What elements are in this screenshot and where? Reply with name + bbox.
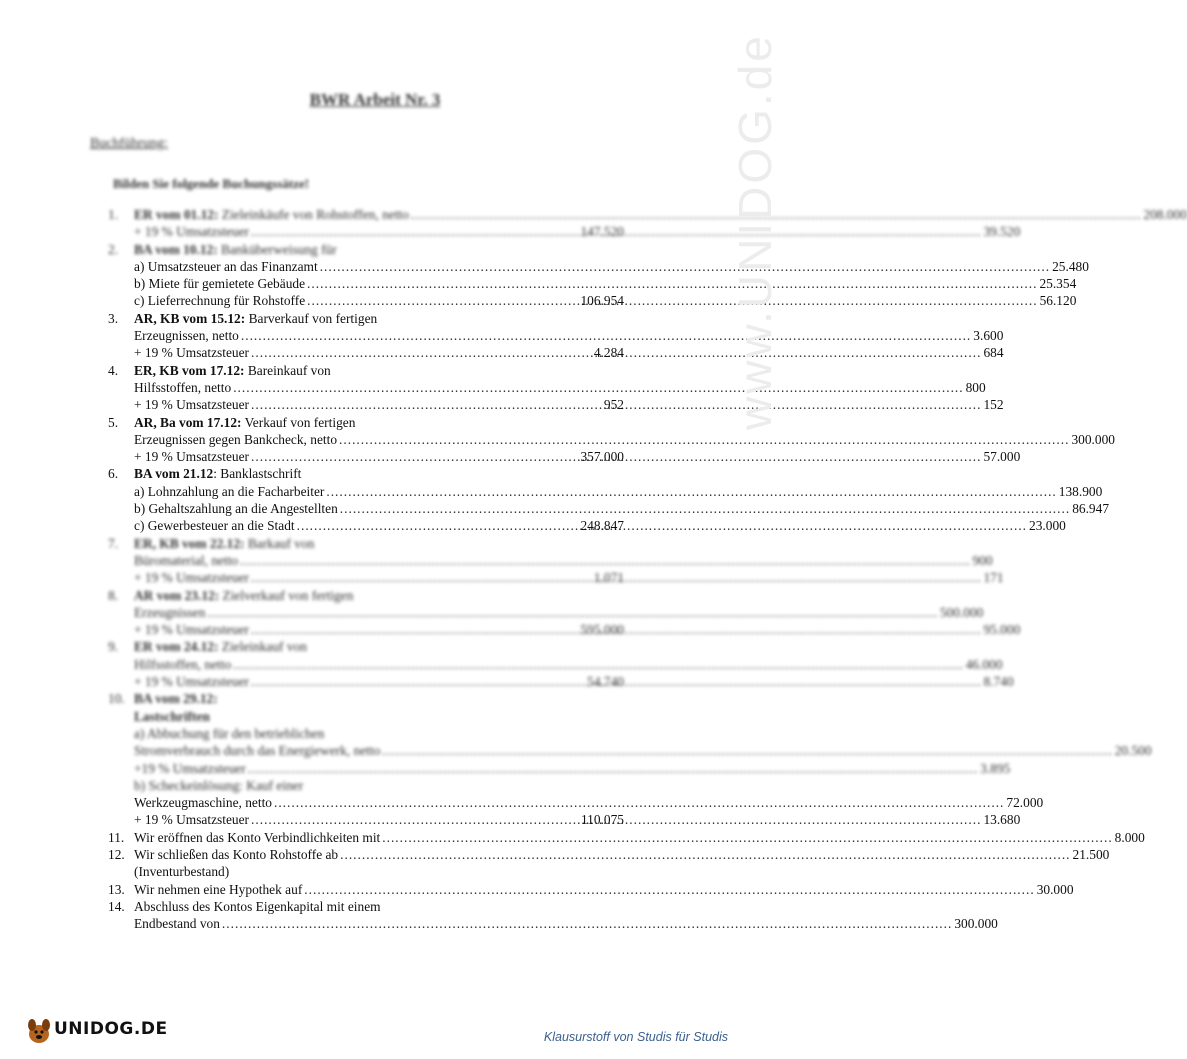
entry-description: a) Umsatzsteuer an das Finanzamt xyxy=(134,258,318,274)
entry-label xyxy=(134,396,249,413)
entry-description: Barkauf von xyxy=(244,535,315,551)
entry-amount: 500.000 xyxy=(939,604,984,620)
entry-description: a) Abbuchung für den betrieblichen xyxy=(134,725,325,741)
entry-text xyxy=(134,587,535,604)
entry-description: Erzeugnissen, netto xyxy=(134,328,239,344)
entry-text xyxy=(134,915,998,932)
entry-text xyxy=(134,881,1074,898)
entry-amount: 86.947 xyxy=(1072,501,1110,517)
entry-row xyxy=(0,777,750,794)
entry-bold-label: AR, Ba vom 17.12: xyxy=(134,414,242,430)
entry-amount: 208.000 xyxy=(1143,207,1187,222)
entry-amount: 57.000 xyxy=(983,449,1021,465)
entry-bold-label: BA vom 29.12: xyxy=(134,691,218,707)
entry-number: 14. xyxy=(108,898,125,914)
entry-amount: 3.600 xyxy=(973,328,1004,344)
entry-amount: 30.000 xyxy=(1036,881,1074,897)
entry-description: Abschluss des Kontos Eigenkapital mit einem xyxy=(134,898,381,914)
entry-text xyxy=(134,206,1187,223)
entry-total: 248.847 xyxy=(580,518,624,534)
entry-total: 1.071 xyxy=(593,570,624,586)
entry-description: Banküberweisung für xyxy=(217,241,337,257)
entry-label xyxy=(134,414,355,431)
entry-amount: 8.740 xyxy=(983,674,1014,690)
entry-row xyxy=(0,483,1103,500)
entry-row xyxy=(0,742,1152,759)
entry-text xyxy=(134,725,535,742)
entry-label xyxy=(134,465,301,482)
entry-text xyxy=(134,656,1003,673)
entry-bold-label: AR vom 23.12: xyxy=(134,587,220,603)
entry-row xyxy=(0,362,750,379)
leader-dots xyxy=(339,431,1069,448)
entry-label xyxy=(134,292,305,309)
entry-text xyxy=(134,379,986,396)
entry-description: Barverkauf von fertigen xyxy=(245,310,378,326)
leader-dots xyxy=(307,275,1037,292)
entry-number: 10. xyxy=(108,691,125,707)
entry-row xyxy=(0,223,1021,240)
entry-text xyxy=(134,604,984,621)
entry-row xyxy=(0,587,750,604)
entry-description: c) Lieferrechnung für Rohstoffe xyxy=(134,293,306,309)
entry-row xyxy=(0,310,750,327)
entry-row xyxy=(0,621,1021,638)
entry-bold-label: AR, KB vom 15.12: xyxy=(134,310,246,326)
entry-row xyxy=(0,517,1066,534)
entry-number: 2. xyxy=(108,241,119,257)
entry-total: 54.740 xyxy=(587,674,624,690)
leader-dots xyxy=(320,258,1050,275)
leader-dots xyxy=(304,881,1034,898)
entry-label xyxy=(134,587,353,604)
entry-row xyxy=(0,760,1011,777)
entry-total: 147.520 xyxy=(580,224,624,240)
entry-text xyxy=(134,846,1110,863)
leader-dots xyxy=(240,552,970,569)
entry-number: 13. xyxy=(108,881,125,897)
entry-amount: 72.000 xyxy=(1006,795,1044,811)
entry-label xyxy=(134,656,231,673)
entry-description: b) Miete für gemietete Gebäude xyxy=(134,276,306,292)
entry-row xyxy=(0,725,750,742)
section-heading: Buchführung: xyxy=(90,136,168,151)
entry-text xyxy=(134,898,535,915)
entry-label xyxy=(134,811,249,828)
entry-number: 6. xyxy=(108,466,119,482)
entry-amount: 3.895 xyxy=(980,760,1011,776)
entry-description: Werkzeugmaschine, netto xyxy=(134,795,272,811)
entry-description: b) Scheckeinlösung: Kauf einer xyxy=(134,777,304,793)
entry-row xyxy=(0,535,750,552)
entry-label xyxy=(134,915,220,932)
dog-mascot-icon xyxy=(24,1016,54,1046)
leader-dots xyxy=(382,742,1112,759)
entry-row xyxy=(0,656,1003,673)
entry-text xyxy=(134,742,1152,759)
entry-description: + 19 % Umsatzsteuer xyxy=(134,345,250,361)
entry-row xyxy=(0,465,750,482)
entry-total: 595.000 xyxy=(580,622,624,638)
entry-description: Hilfsstoffen, netto xyxy=(134,656,232,672)
entry-label xyxy=(134,206,409,223)
entry-description: : Banklastschrift xyxy=(213,466,302,482)
entry-row xyxy=(0,344,1004,361)
entry-description: Erzeugnissen xyxy=(134,604,206,620)
entry-text xyxy=(134,414,535,431)
entry-amount: 25.354 xyxy=(1039,276,1077,292)
entry-description: Erzeugnissen gegen Bankcheck, netto xyxy=(134,431,338,447)
entry-label xyxy=(134,500,338,517)
entry-bold-label: ER vom 01.12: xyxy=(134,207,219,222)
entry-amount: 20.500 xyxy=(1114,743,1152,759)
entry-bold-label: ER, KB vom 22.12: xyxy=(134,535,245,551)
entry-label xyxy=(134,829,380,846)
entry-label xyxy=(134,258,318,275)
entry-total: 357.000 xyxy=(580,449,624,465)
entry-description: Zielverkauf von fertigen xyxy=(219,587,354,603)
entry-row xyxy=(0,846,1110,863)
leader-dots xyxy=(340,500,1070,517)
footer-tagline: Klausurstoff von Studis für Studis xyxy=(543,1030,728,1044)
entry-description: Bareinkauf von xyxy=(244,362,331,378)
entry-text xyxy=(134,362,535,379)
entry-description: Wir nehmen eine Hypothek auf xyxy=(134,881,303,897)
entry-amount: 8.000 xyxy=(1114,829,1145,845)
unidog-logo[interactable] xyxy=(22,1012,168,1050)
entry-text xyxy=(134,431,1115,448)
entry-text xyxy=(134,483,1103,500)
entry-amount: 138.900 xyxy=(1058,483,1103,499)
entry-total: 4.284 xyxy=(593,345,624,361)
entry-row xyxy=(0,206,1187,223)
entry-label xyxy=(134,448,249,465)
entry-total: 110.075 xyxy=(580,812,624,828)
entry-amount: 13.680 xyxy=(983,812,1021,828)
entry-text xyxy=(134,552,993,569)
entry-text xyxy=(134,327,1004,344)
entry-row xyxy=(0,569,1004,586)
entry-row xyxy=(0,708,750,725)
entry-description: (Inventurbestand) xyxy=(134,864,230,880)
logo-wordmark: UNIDOG.DE xyxy=(54,1019,168,1039)
entry-label xyxy=(134,760,246,777)
entry-amount: 171 xyxy=(983,570,1004,586)
instruction-text: Bilden Sie folgende Buchungssätze! xyxy=(113,176,310,191)
entry-label xyxy=(134,690,218,707)
entry-number: 7. xyxy=(108,535,119,551)
entry-label xyxy=(134,621,249,638)
entry-text xyxy=(134,690,535,707)
entry-label xyxy=(134,725,324,742)
entry-description: + 19 % Umsatzsteuer xyxy=(134,570,250,586)
leader-dots xyxy=(307,292,1037,309)
entry-text xyxy=(134,275,1077,292)
entry-row xyxy=(0,811,1021,828)
entry-label xyxy=(134,379,231,396)
entry-description: Wir eröffnen das Konto Verbindlichkeiten mit xyxy=(134,829,381,845)
entry-label xyxy=(134,535,314,552)
entry-row xyxy=(0,258,1089,275)
entry-row xyxy=(0,881,1074,898)
entry-text xyxy=(134,760,1011,777)
entry-number: 9. xyxy=(108,639,119,655)
entry-text xyxy=(134,258,1089,275)
entry-label xyxy=(134,604,205,621)
entry-description: Wir schließen das Konto Rohstoffe ab xyxy=(134,846,339,862)
entry-description: +19 % Umsatzsteuer xyxy=(134,760,246,776)
entry-text xyxy=(134,829,1145,846)
entry-amount: 95.000 xyxy=(983,622,1021,638)
leader-dots xyxy=(274,794,1004,811)
entry-amount: 25.480 xyxy=(1052,258,1089,274)
entry-row xyxy=(0,898,750,915)
entry-description: b) Gehaltszahlung an die Angestellten xyxy=(134,501,338,517)
entry-label xyxy=(134,881,302,898)
entry-label xyxy=(134,483,324,500)
entry-label xyxy=(134,673,249,690)
entry-amount: 300.000 xyxy=(1071,431,1115,447)
entry-row xyxy=(0,241,750,258)
entry-label xyxy=(134,344,249,361)
entry-row xyxy=(0,414,750,431)
entry-text xyxy=(134,863,535,880)
entry-label xyxy=(134,794,272,811)
watermark-text: www.UNIDOG.de xyxy=(729,33,781,430)
entry-label xyxy=(134,638,307,655)
leader-dots xyxy=(207,604,937,621)
entry-row xyxy=(0,829,1145,846)
entry-bold-label: Lastschriften xyxy=(134,708,210,724)
entry-text xyxy=(134,465,535,482)
entry-bold-label: ER vom 24.12: xyxy=(134,639,219,655)
entry-label xyxy=(134,742,380,759)
entry-bold-label: BA vom 21.12 xyxy=(134,466,214,482)
entry-label xyxy=(134,223,249,240)
entry-number: 11. xyxy=(108,829,125,845)
entry-number: 4. xyxy=(108,362,119,378)
entry-row xyxy=(0,915,998,932)
leader-dots xyxy=(297,517,1027,534)
entry-label xyxy=(134,846,338,863)
entry-description: Stromverbrauch durch das Energiewerk, netto xyxy=(134,743,381,759)
entry-label xyxy=(134,569,249,586)
entry-number: 3. xyxy=(108,310,119,326)
entry-description: + 19 % Umsatzsteuer xyxy=(134,622,250,638)
entry-description: + 19 % Umsatzsteuer xyxy=(134,674,250,690)
entry-amount: 800 xyxy=(965,379,986,395)
entry-text xyxy=(134,310,535,327)
entry-amount: 21.500 xyxy=(1072,846,1110,862)
leader-dots xyxy=(248,760,978,777)
entry-row xyxy=(0,275,1077,292)
entry-description: + 19 % Umsatzsteuer xyxy=(134,812,250,828)
entry-amount: 39.520 xyxy=(983,224,1021,240)
entry-description: Büromaterial, netto xyxy=(134,552,239,568)
entry-bold-label: ER, KB vom 17.12: xyxy=(134,362,245,378)
entry-amount: 300.000 xyxy=(954,916,998,932)
entry-row xyxy=(0,292,1077,309)
entry-bold-label: BA vom 10.12: xyxy=(134,241,218,257)
entry-row xyxy=(0,327,1004,344)
entry-number: 1. xyxy=(108,207,119,222)
entry-row xyxy=(0,396,1004,413)
entry-label xyxy=(134,863,229,880)
entry-amount: 900 xyxy=(972,552,993,568)
leader-dots xyxy=(326,483,1056,500)
entry-amount: 56.120 xyxy=(1039,293,1077,309)
entry-row xyxy=(0,673,1014,690)
entry-text xyxy=(134,535,535,552)
leader-dots xyxy=(340,846,1070,863)
leader-dots xyxy=(241,327,971,344)
entry-row xyxy=(0,448,1021,465)
entry-row xyxy=(0,552,993,569)
entry-number: 8. xyxy=(108,587,119,603)
entry-description: Zieleinkauf von xyxy=(218,639,307,655)
entry-row xyxy=(0,638,750,655)
leader-dots xyxy=(233,656,963,673)
entry-description: a) Lohnzahlung an die Facharbeiter xyxy=(134,483,325,499)
entry-text xyxy=(134,638,535,655)
entry-description: Zieleinkäufe von Rohstoffen, netto xyxy=(218,207,409,222)
entry-amount: 684 xyxy=(983,345,1004,361)
entry-description: Hilfsstoffen, netto xyxy=(134,379,232,395)
entry-label xyxy=(134,275,305,292)
entry-number: 12. xyxy=(108,846,125,862)
entry-description: Verkauf von fertigen xyxy=(241,414,356,430)
entry-text xyxy=(134,794,1044,811)
entry-number: 5. xyxy=(108,414,119,430)
entry-label xyxy=(134,241,337,258)
entry-row xyxy=(0,604,984,621)
entry-total: 952 xyxy=(603,397,624,413)
entry-amount: 46.000 xyxy=(965,656,1003,672)
entry-amount: 23.000 xyxy=(1029,518,1066,534)
entry-description: + 19 % Umsatzsteuer xyxy=(134,449,250,465)
entry-text xyxy=(134,708,535,725)
entry-label xyxy=(134,362,331,379)
entry-amount: 152 xyxy=(983,397,1004,413)
entry-row xyxy=(0,431,1115,448)
entry-label xyxy=(134,898,381,915)
leader-dots xyxy=(233,379,963,396)
leader-dots xyxy=(382,829,1112,846)
entry-description: Endbestand von xyxy=(134,916,220,932)
entry-label xyxy=(134,777,303,794)
entry-label xyxy=(134,431,337,448)
page-title: BWR Arbeit Nr. 3 xyxy=(309,90,441,109)
entry-text xyxy=(134,500,1110,517)
entry-row xyxy=(0,863,750,880)
entry-row xyxy=(0,690,750,707)
leader-dots xyxy=(222,915,952,932)
entry-label xyxy=(134,327,239,344)
entry-text xyxy=(134,241,535,258)
entry-description: + 19 % Umsatzsteuer xyxy=(134,224,250,240)
entry-label xyxy=(134,552,238,569)
entry-row xyxy=(0,379,986,396)
entry-label xyxy=(134,708,210,725)
entry-description: c) Gewerbesteuer an die Stadt xyxy=(134,518,295,534)
entry-label xyxy=(134,310,377,327)
entry-row xyxy=(0,500,1110,517)
entry-label xyxy=(134,517,295,534)
entry-total: 106.954 xyxy=(580,293,624,309)
entry-description: + 19 % Umsatzsteuer xyxy=(134,397,250,413)
entry-row xyxy=(0,794,1044,811)
entry-text xyxy=(134,777,535,794)
